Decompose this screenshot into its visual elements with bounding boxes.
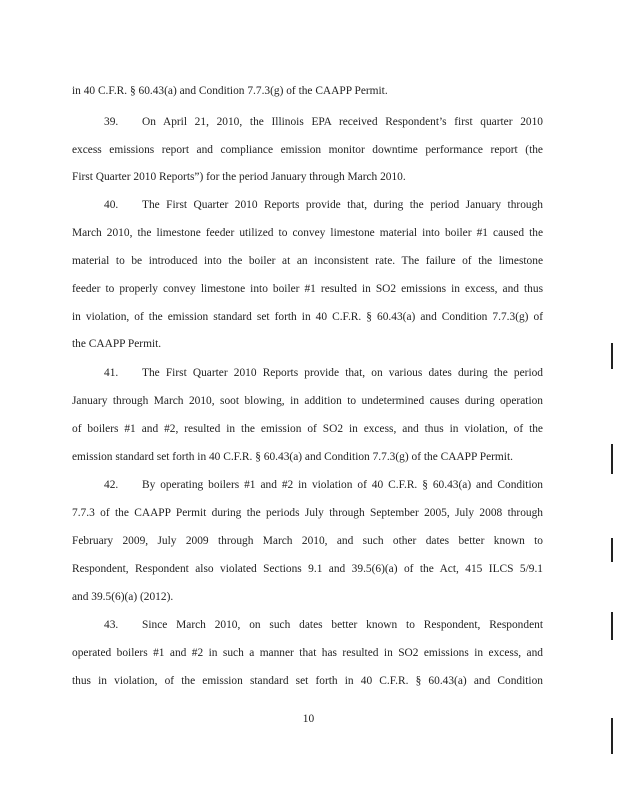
- paragraph-number-42: 42.: [104, 479, 119, 491]
- margin-revision-bar: [611, 612, 613, 640]
- margin-revision-bar: [611, 718, 613, 754]
- paragraph-42-line-3: February 2009, July 2009 through March 2010, and such other dates better known to: [72, 535, 543, 547]
- paragraph-42-line-1: By operating boilers #1 and #2 in violation of 40 C.F.R. § 60.43(a) and Condition: [142, 479, 543, 491]
- paragraph-43-line-1: Since March 2010, on such dates better known to Respondent, Respondent: [142, 619, 543, 631]
- margin-revision-bar: [611, 343, 613, 369]
- paragraph-43-line-2: operated boilers #1 and #2 in such a manner that has resulted in SO2 emissions in excess, and: [72, 647, 543, 659]
- paragraph-40-line-3: material to be introduced into the boiler at an inconsistent rate. The failure of the limestone: [72, 255, 543, 267]
- paragraph-42-line-4: Respondent, Respondent also violated Sections 9.1 and 39.5(6)(a) of the Act, 415 ILCS 5/9.1: [72, 563, 543, 575]
- paragraph-40-line-4: feeder to properly convey limestone into boiler #1 resulted in SO2 emissions in excess, and thus: [72, 283, 543, 295]
- paragraph-42-line-2: 7.7.3 of the CAAPP Permit during the periods July through September 2005, July 2008 through: [72, 507, 543, 519]
- paragraph-40-line-2: March 2010, the limestone feeder utilized to convey limestone material into boiler #1 caused the: [72, 227, 543, 239]
- margin-revision-bar: [611, 444, 613, 474]
- paragraph-42-line-5: and 39.5(6)(a) (2012).: [72, 591, 174, 603]
- paragraph-40-line-5: in violation, of the emission standard set forth in 40 C.F.R. § 60.43(a) and Condition 7.7.3(g) of: [72, 311, 543, 323]
- margin-revision-bar: [611, 538, 613, 562]
- paragraph-39-line-2: excess emissions report and compliance emission monitor downtime performance report (the: [72, 144, 543, 156]
- paragraph-41-line-4: emission standard set forth in 40 C.F.R. § 60.43(a) and Condition 7.7.3(g) of the CAAPP Permit.: [72, 451, 513, 463]
- paragraph-41-line-3: of boilers #1 and #2, resulted in the emission of SO2 in excess, and thus in violation, of the: [72, 423, 543, 435]
- paragraph-39-line-3: First Quarter 2010 Reports”) for the period January through March 2010.: [72, 171, 406, 183]
- paragraph-40-line-6: the CAAPP Permit.: [72, 338, 162, 350]
- paragraph-number-39: 39.: [104, 116, 119, 128]
- carryover-line: in 40 C.F.R. § 60.43(a) and Condition 7.7.3(g) of the CAAPP Permit.: [72, 85, 388, 97]
- paragraph-number-40: 40.: [104, 199, 119, 211]
- paragraph-number-43: 43.: [104, 619, 119, 631]
- paragraph-39-line-1: On April 21, 2010, the Illinois EPA received Respondent’s first quarter 2010: [142, 116, 543, 128]
- paragraph-40-line-1: The First Quarter 2010 Reports provide that, during the period January through: [142, 199, 543, 211]
- paragraph-41-line-2: January through March 2010, soot blowing, in addition to undetermined causes during operation: [72, 395, 543, 407]
- paragraph-number-41: 41.: [104, 367, 119, 379]
- paragraph-43-line-3: thus in violation, of the emission standard set forth in 40 C.F.R. § 60.43(a) and Condition: [72, 675, 543, 687]
- page-number: 10: [302, 713, 315, 725]
- paragraph-41-line-1: The First Quarter 2010 Reports provide that, on various dates during the period: [142, 367, 543, 379]
